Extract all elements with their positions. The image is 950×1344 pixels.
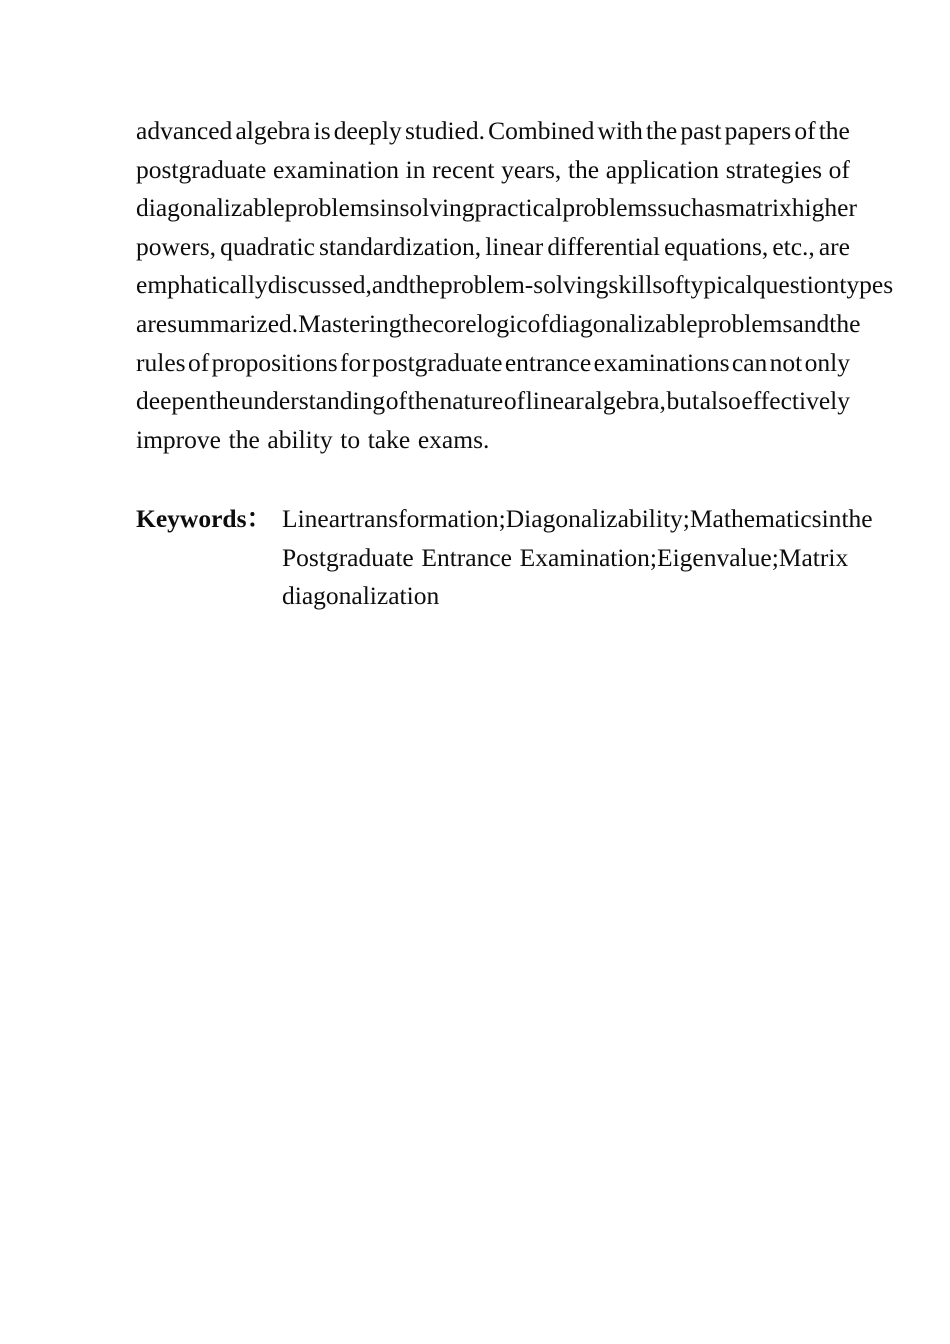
- word: the: [228, 424, 260, 454]
- word: differential: [547, 231, 661, 261]
- word: for: [340, 347, 370, 377]
- word: the: [208, 386, 241, 416]
- word: higher: [791, 193, 857, 223]
- word: Combined: [488, 116, 595, 145]
- word: propositions: [211, 347, 338, 377]
- word: advanced: [136, 116, 233, 145]
- word: practical: [474, 193, 563, 223]
- keywords-section: [136, 500, 873, 616]
- word: etc.,: [772, 231, 815, 261]
- word: diagonalizable: [136, 193, 285, 223]
- word: powers,: [136, 231, 217, 261]
- word: linear: [525, 386, 584, 416]
- word: strategies: [725, 154, 823, 184]
- word: deeply: [333, 116, 402, 145]
- word: of: [187, 347, 210, 377]
- abstract-paragraph: [136, 112, 894, 459]
- word: entrance: [504, 347, 592, 377]
- word: in: [379, 193, 400, 223]
- word: the: [407, 386, 439, 416]
- word: the: [646, 116, 678, 145]
- paragraph-line: [136, 382, 850, 421]
- word: of: [794, 116, 816, 145]
- keywords-line: [282, 500, 873, 539]
- word: but: [666, 386, 700, 416]
- word: as: [703, 193, 726, 223]
- keywords-continuation: [136, 539, 850, 616]
- word: postgraduate: [372, 347, 503, 377]
- keyword-token: the: [841, 504, 873, 533]
- word: matrix: [725, 193, 792, 223]
- word: recent: [432, 154, 495, 184]
- word: studied.: [404, 116, 485, 145]
- word: of: [527, 308, 549, 338]
- word: years,: [501, 154, 562, 184]
- word: skills: [608, 270, 663, 300]
- word: examination: [272, 154, 399, 184]
- word: understanding: [240, 386, 386, 416]
- word: application: [605, 154, 720, 184]
- word: logic: [476, 308, 528, 338]
- word: is: [313, 116, 331, 145]
- word: take: [367, 424, 411, 454]
- word: effectively: [741, 386, 850, 416]
- word: of: [662, 270, 684, 300]
- paragraph-line: [136, 151, 850, 190]
- word: solving: [399, 193, 475, 223]
- word: equations,: [664, 231, 769, 261]
- paragraph-line: [136, 228, 850, 267]
- word: of: [503, 386, 526, 416]
- keyword-token: in: [821, 504, 842, 533]
- word: typical: [683, 270, 753, 300]
- word: postgraduate: [136, 154, 267, 184]
- paragraph-line: [136, 189, 857, 228]
- paragraph-line: [136, 266, 894, 305]
- paragraph-line: [136, 421, 850, 460]
- word: and: [371, 270, 409, 300]
- word: are: [136, 308, 168, 338]
- keyword-token: diagonalization: [282, 581, 440, 611]
- word: past: [680, 116, 722, 145]
- word: problems: [697, 308, 793, 338]
- word: improve: [136, 424, 221, 454]
- keywords-value-line: [282, 500, 873, 539]
- word: with: [597, 116, 643, 145]
- word: not: [769, 347, 803, 377]
- word: problems: [562, 193, 658, 223]
- word: can: [731, 347, 768, 377]
- keywords-label-key: Key: [136, 504, 180, 533]
- keyword-token: Examination;Eigenvalue;Matrix: [519, 542, 849, 572]
- word: quadratic: [220, 231, 315, 261]
- word: the: [567, 154, 600, 184]
- word: core: [432, 308, 477, 338]
- keywords-first-row: [136, 500, 873, 539]
- word: the: [818, 116, 850, 145]
- keyword-token: Entrance: [421, 542, 512, 572]
- word: question: [752, 270, 840, 300]
- word: linear: [485, 231, 544, 261]
- word: rules: [136, 347, 186, 377]
- word: problem-solving: [439, 270, 609, 300]
- keyword-token: Postgraduate: [282, 542, 414, 572]
- word: of: [385, 386, 408, 416]
- keyword-token: Linear: [282, 504, 349, 533]
- keyword-token: transformation;Diagonalizability;Mathematics: [348, 504, 822, 533]
- word: algebra: [235, 116, 311, 145]
- word: only: [804, 347, 850, 377]
- word: are: [818, 231, 850, 261]
- keywords-label: [136, 500, 273, 539]
- word: standardization,: [319, 231, 482, 261]
- word: such: [657, 193, 704, 223]
- word: problems: [284, 193, 380, 223]
- word: examinations: [593, 347, 730, 377]
- word: ability: [267, 424, 333, 454]
- word: to: [340, 424, 361, 454]
- word: in: [405, 154, 426, 184]
- word: Mastering: [298, 308, 402, 338]
- keywords-label-words: words: [179, 504, 247, 533]
- word: papers: [724, 116, 792, 145]
- keywords-label-colon: ：: [246, 504, 273, 533]
- word: types: [839, 270, 894, 300]
- paragraph-line: [136, 305, 861, 344]
- keywords-line: [282, 577, 850, 616]
- word: the: [401, 308, 433, 338]
- word: summarized.: [167, 308, 299, 338]
- word: and: [792, 308, 830, 338]
- word: the: [829, 308, 861, 338]
- word: discussed,: [267, 270, 372, 300]
- paragraph-line: [136, 344, 850, 383]
- word: algebra,: [584, 386, 666, 416]
- keywords-line: [282, 539, 850, 578]
- word: emphatically: [136, 270, 268, 300]
- word: of: [828, 154, 850, 184]
- word: diagonalizable: [548, 308, 698, 338]
- word: exams.: [417, 424, 490, 454]
- paragraph-line: [136, 112, 850, 151]
- word: also: [699, 386, 741, 416]
- word: deepen: [136, 386, 209, 416]
- word: the: [408, 270, 440, 300]
- word: nature: [439, 386, 504, 416]
